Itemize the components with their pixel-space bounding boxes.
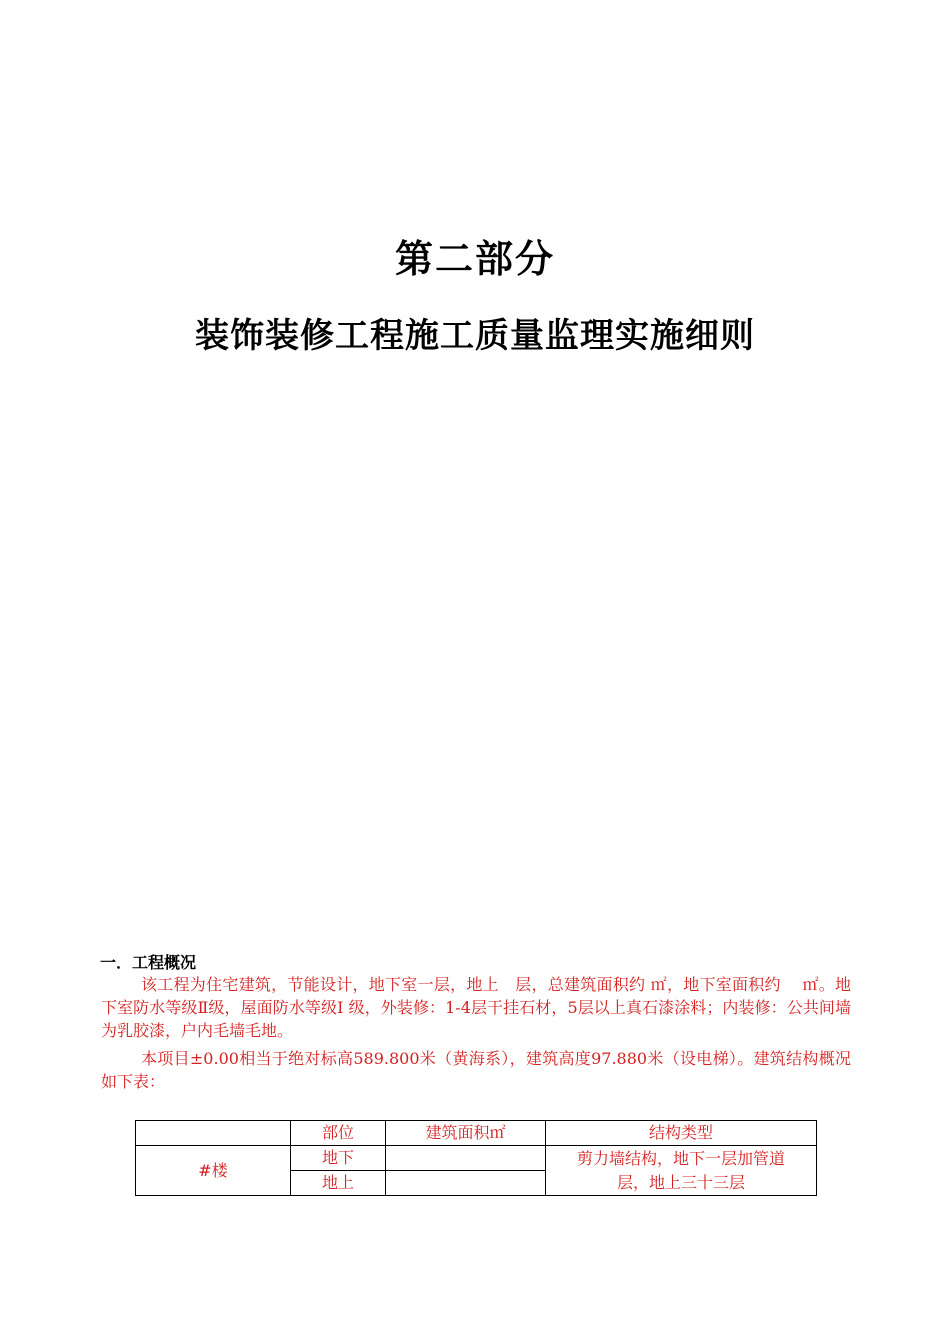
structure-line-1: 剪力墙结构，地下一层加管道 (576, 1148, 785, 1168)
document-title: 装饰装修工程施工质量监理实施细则 (195, 316, 755, 356)
header-cell-empty (136, 1121, 291, 1146)
structure-table (135, 1120, 817, 1196)
part-title: 第二部分 (394, 237, 555, 281)
elevation-paragraph: 本项目±0.00相当于绝对标高589.800米（黄海系），建筑高度97.880米（设电梯）。建筑结构概况如下表： (101, 1049, 851, 1091)
area-cell (386, 1171, 546, 1196)
header-cell-part: 部位 (291, 1121, 386, 1146)
section-heading: 一．工程概况 (100, 953, 197, 972)
structure-cell (546, 1146, 817, 1196)
area-cell (386, 1146, 546, 1171)
header-cell-area: 建筑面积㎡ (386, 1121, 546, 1146)
part-cell: 地上 (291, 1171, 386, 1196)
overview-paragraph: 该工程为住宅建筑，节能设计，地下室一层，地上 层，总建筑面积约 ㎡，地下室面积约 ㎡。地下室防水等级Ⅱ级，屋面防水等级Ⅰ 级，外装修：1-4层干挂石材，5层以上真石漆涂料；内装修：公共间墙为乳胶漆，户内毛墙毛地。 (101, 975, 851, 1040)
building-cell: #楼 (136, 1146, 291, 1196)
part-cell: 地下 (291, 1146, 386, 1171)
table-header-row (136, 1121, 817, 1146)
structure-line-2: 层，地上三十三层 (616, 1172, 745, 1192)
header-cell-structure: 结构类型 (546, 1121, 817, 1146)
table-row (136, 1146, 817, 1171)
